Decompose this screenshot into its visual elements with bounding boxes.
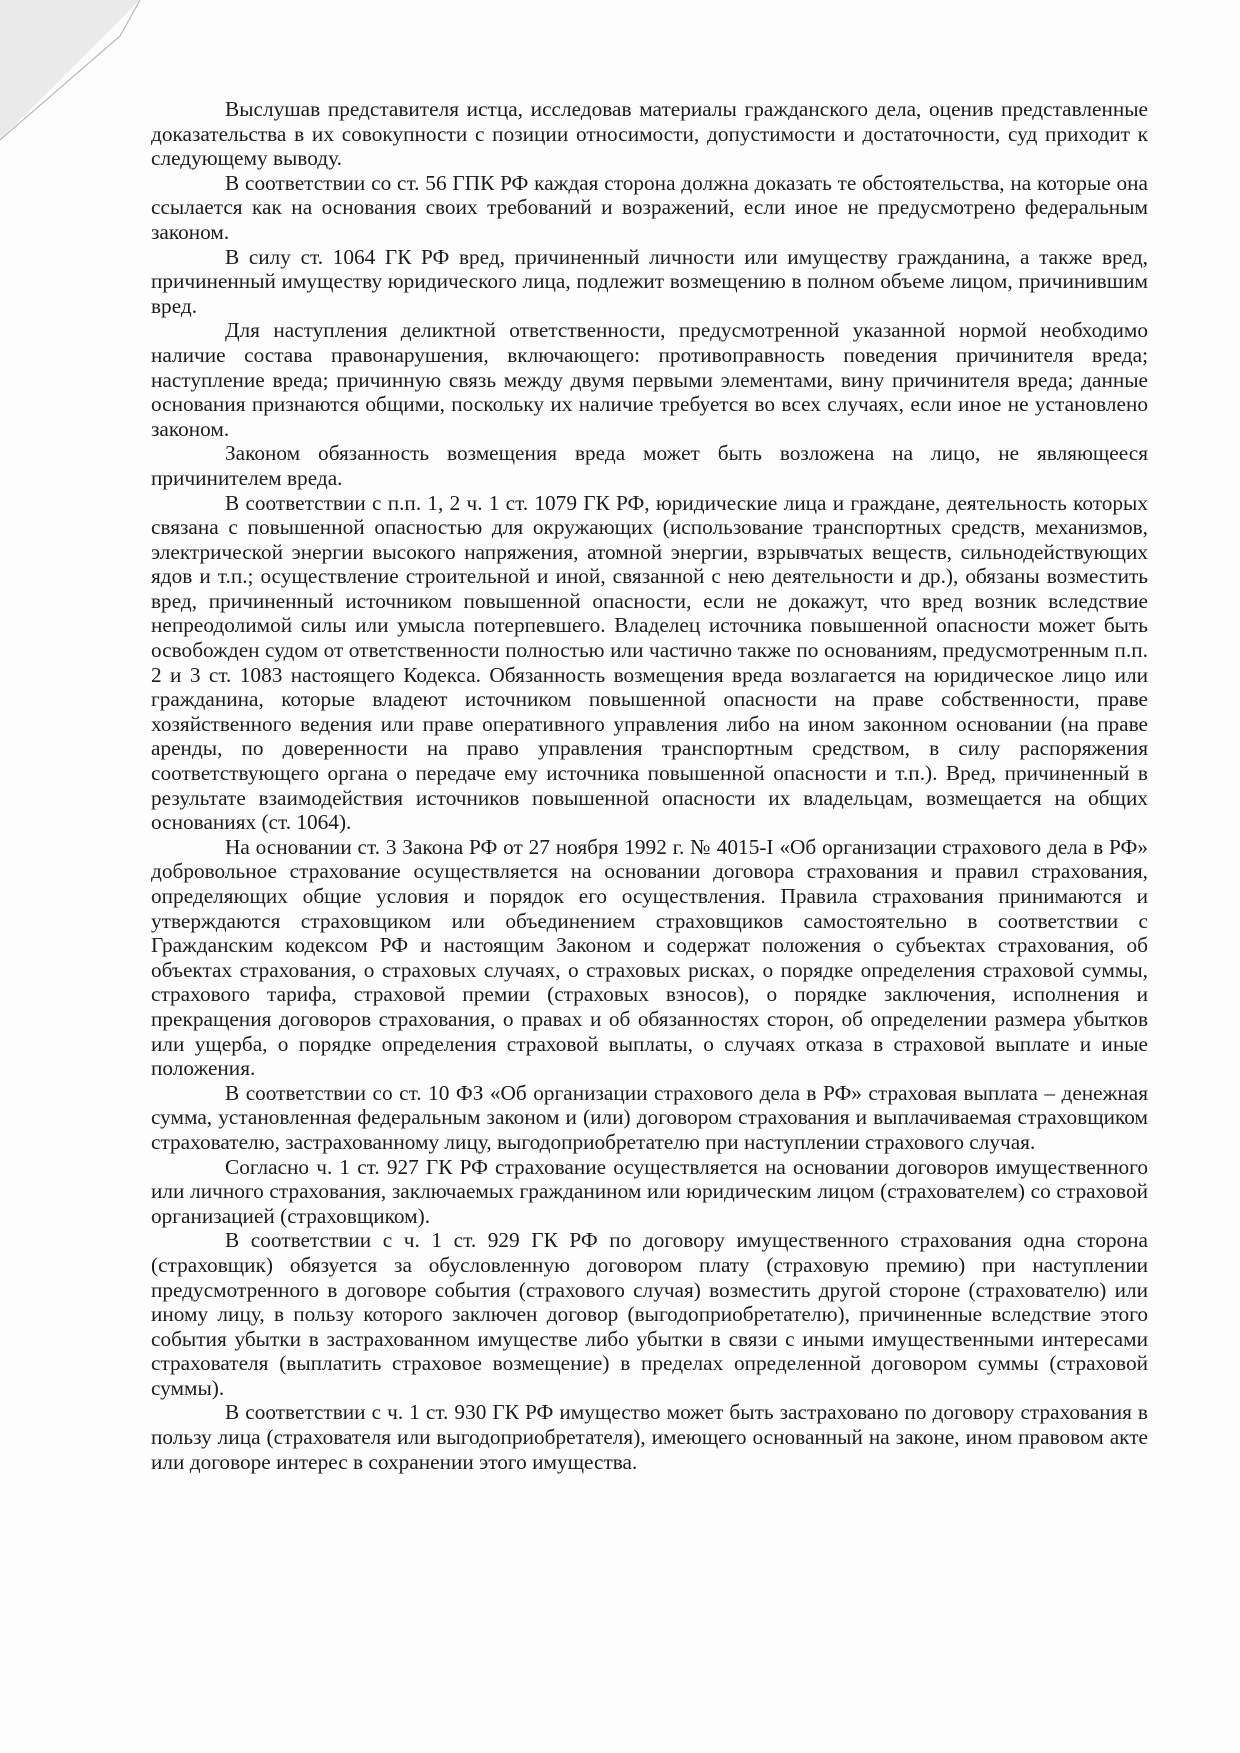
paragraph-2: В соответствии со ст. 56 ГПК РФ каждая сторона должна доказать те обстоятельства, на которые она ссылается как на основания своих требований и возражений, если иное не предусмотрено федеральным законом.: [151, 170, 1148, 244]
page-fold-corner: [0, 0, 150, 150]
paragraph-11: В соответствии с ч. 1 ст. 930 ГК РФ имущество может быть застраховано по договору страхования в пользу лица (страхователя или выгодоприобретателя), имеющего основанный на законе, ином правовом акте или договоре интерес в сохранении этого имущества.: [151, 1400, 1148, 1474]
paragraph-6: В соответствии с п.п. 1, 2 ч. 1 ст. 1079 ГК РФ, юридические лица и граждане, деятельность которых связана с повышенной опасностью для окружающих (использование транспортных средств, механизмов, электрической энергии высокого напряжения, атомной энергии, взрывчатых веществ, сильнодействующих ядов и т.п.; осуществление строительной и иной, связанной с нею деятельности и др.), обязаны возместить вред, причиненный источником повышенной опасности, если не докажут, что вред возник вследствие непреодолимой силы или умысла потерпевшего. Владелец источника повышенной опасности может быть освобожден судом от ответственности полностью или частично также по основаниям, предусмотренным п.п. 2 и 3 ст. 1083 настоящего Кодекса. Обязанность возмещения вреда возлагается на юридическое лицо или гражданина, которые владеют источником повышенной опасности на праве собственности, праве хозяйственного ведения или праве оперативного управления либо на ином законном основании (на праве аренды, по доверенности на право управления транспортным средством, в силу распоряжения соответствующего органа о передаче ему источника повышенной опасности и т.п.). Вред, причиненный в результате взаимодействия источников повышенной опасности их владельцам, возмещается на общих основаниях (ст. 1064).: [151, 490, 1148, 835]
paragraph-9: Согласно ч. 1 ст. 927 ГК РФ страхование осуществляется на основании договоров имущественного или личного страхования, заключаемых гражданином или юридическим лицом (страхователем) со страховой организацией (страховщиком).: [151, 1154, 1148, 1228]
paragraph-8: В соответствии со ст. 10 ФЗ «Об организации страхового дела в РФ» страховая выплата – денежная сумма, установленная федеральным законом и (или) договором страхования и выплачиваемая страховщиком страхователю, застрахованному лицу, выгодоприобретателю при наступлении страхового случая.: [151, 1080, 1148, 1154]
paragraph-7: На основании ст. 3 Закона РФ от 27 ноября 1992 г. № 4015-I «Об организации страхового дела в РФ» добровольное страхование осуществляется на основании договора страхования и правил страхования, определяющих общие условия и порядок его осуществления. Правила страхования принимаются и утверждаются страховщиком или объединением страховщиков самостоятельно в соответствии с Гражданским кодексом РФ и настоящим Законом и содержат положения о субъектах страхования, об объектах страхования, о страховых случаях, о страховых рисках, о порядке определения страховой суммы, страхового тарифа, страховой премии (страховых взносов), о порядке заключения, исполнения и прекращения договоров страхования, о правах и об обязанностях сторон, об определении размера убытков или ущерба, о порядке определения страховой выплаты, о случаях отказа в страховой выплате и иные положения.: [151, 834, 1148, 1081]
paragraph-10: В соответствии с ч. 1 ст. 929 ГК РФ по договору имущественного страхования одна сторона (страховщик) обязуется за обусловленную договором плату (страховую премию) при наступлении предусмотренного в договоре события (страхового случая) возместить другой стороне (страхователю) или иному лицу, в пользу которого заключен договор (выгодоприобретателю), причиненные вследствие этого события убытки в застрахованном имуществе либо убытки в связи с иными имущественными интересами страхователя (выплатить страховое возмещение) в пределах определенной договором суммы (страховой суммы).: [151, 1228, 1148, 1400]
paragraph-4: Для наступления деликтной ответственности, предусмотренной указанной нормой необходимо наличие состава правонарушения, включающего: противоправность поведения причинителя вреда; наступление вреда; причинную связь между двумя первыми элементами, вину причинителя вреда; данные основания признаются общими, поскольку их наличие требуется во всех случаях, если иное не установлено законом.: [151, 318, 1148, 441]
document-body: [151, 97, 1148, 1474]
paragraph-3: В силу ст. 1064 ГК РФ вред, причиненный личности или имуществу гражданина, а также вред, причиненный имуществу юридического лица, подлежит возмещению в полном объеме лицом, причинившим вред.: [151, 244, 1148, 318]
paragraph-1: Выслушав представителя истца, исследовав материалы гражданского дела, оценив представленные доказательства в их совокупности с позиции относимости, допустимости и достаточности, суд приходит к следующему выводу.: [151, 97, 1148, 171]
paragraph-5: Законом обязанность возмещения вреда может быть возложена на лицо, не являющееся причинителем вреда.: [151, 441, 1148, 490]
